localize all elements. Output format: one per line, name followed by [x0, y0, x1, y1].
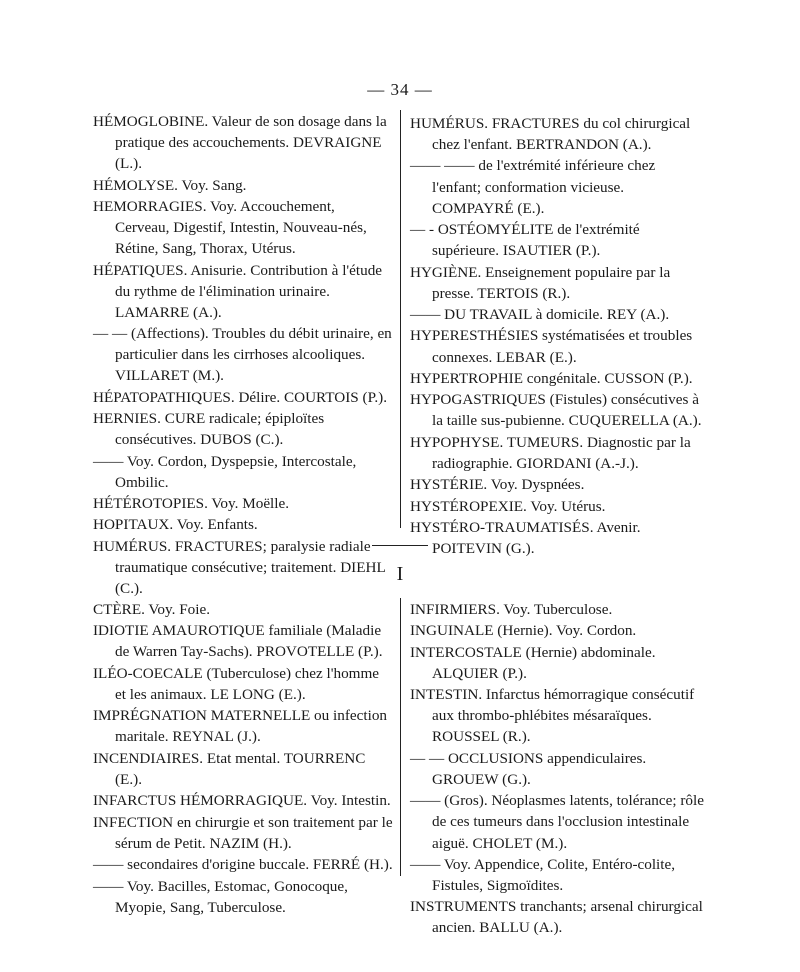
- index-entry: HÉPATIQUES. Anisurie. Contribution à l'étude du rythme de l'élimination urinaire. LAMARRE (A.).: [93, 261, 383, 321]
- index-entry: HYSTÉRIE. Voy. Dyspnées.: [410, 476, 585, 494]
- index-entry: HUMÉRUS. FRACTURES; paralysie radiale traumatique consécutive; traitement. DIEHL (C.).: [93, 537, 386, 598]
- index-entry: INFARCTUS HÉMORRAGIQUE. Voy. Intestin.: [93, 792, 391, 810]
- index-entry: INGUINALE (Hernie). Voy. Cordon.: [410, 622, 637, 640]
- index-entry: —— Voy. Bacilles, Estomac, Gonocoque, Myopie, Sang, Tuberculose.: [93, 877, 348, 916]
- index-entry: IDIOTIE AMAUROTIQUE familiale (Maladie de Warren Tay-Sachs). PROVOTELLE (P.).: [93, 622, 383, 661]
- index-entry: HÉPATOPATHIQUES. Délire. COURTOIS (P.).: [93, 388, 388, 406]
- index-entry: — — (Affections). Troubles du débit urinaire, en particulier dans les cirrhoses alcooliques. VILLARET (M.).: [93, 325, 392, 385]
- index-entry: HYSTÉROPEXIE. Voy. Utérus.: [410, 497, 606, 515]
- index-entry: HÉMOLYSE. Voy. Sang.: [93, 176, 247, 194]
- index-entry: — — OCCLUSIONS appendiculaires. GROUEW (G.).: [410, 749, 647, 788]
- index-entry: HÉTÉROTOPIES. Voy. Moëlle.: [93, 495, 290, 513]
- index-column-right-bottom: [410, 599, 707, 939]
- index-column-right-top: [410, 113, 707, 560]
- index-entry: HOPITAUX. Voy. Enfants.: [93, 516, 258, 534]
- column-divider-bottom: [400, 598, 401, 876]
- index-entry: — - OSTÉOMYÉLITE de l'extrémité supérieure. ISAUTIER (P.).: [410, 221, 640, 260]
- index-entry: HYPERESTHÉSIES systématisées et troubles connexes. LEBAR (E.).: [410, 327, 693, 366]
- index-entry: IMPRÉGNATION MATERNELLE ou infection maritale. REYNAL (J.).: [93, 707, 388, 746]
- index-entry: HUMÉRUS. FRACTURES du col chirurgical chez l'enfant. BERTRANDON (A.).: [410, 115, 691, 154]
- index-entry: INSTRUMENTS tranchants; arsenal chirurgical ancien. BALLU (A.).: [410, 898, 703, 937]
- index-entry: HYPOPHYSE. TUMEURS. Diagnostic par la radiographie. GIORDANI (A.-J.).: [410, 433, 691, 472]
- index-entry: —— —— de l'extrémité inférieure chez l'enfant; conformation vicieuse. COMPAYRÉ (E.).: [410, 157, 656, 217]
- index-entry: INTERCOSTALE (Hernie) abdominale. ALQUIER (P.).: [410, 643, 656, 682]
- page-number: — 34 —: [367, 80, 433, 99]
- index-entry: HYGIÈNE. Enseignement populaire par la presse. TERTOIS (R.).: [410, 263, 671, 302]
- index-entry: INCENDIAIRES. Etat mental. TOURRENC (E.).: [93, 749, 366, 788]
- index-entry: HYSTÉRO-TRAUMATISÉS. Avenir. POITEVIN (G.).: [410, 519, 641, 558]
- index-column-left-top: [93, 111, 393, 599]
- index-entry: —— (Gros). Néoplasmes latents, tolérance; rôle de ces tumeurs dans l'occlusion intestinale aiguë. CHOLET (M.).: [410, 792, 704, 852]
- index-entry: INFECTION en chirurgie et son traitement par le sérum de Petit. NAZIM (H.).: [93, 813, 393, 852]
- index-entry: HERNIES. CURE radicale; épiploïtes consécutives. DUBOS (C.).: [93, 410, 325, 449]
- index-entry: ILÉO-COECALE (Tuberculose) chez l'homme et les animaux. LE LONG (E.).: [93, 664, 380, 703]
- section-rule: [372, 545, 428, 546]
- index-entry: INFIRMIERS. Voy. Tuberculose.: [410, 601, 613, 618]
- section-letter: I: [396, 563, 404, 585]
- index-entry: HÉMOGLOBINE. Valeur de son dosage dans la pratique des accouchements. DEVRAIGNE (L.).: [93, 113, 387, 173]
- index-column-left-bottom: [93, 599, 393, 918]
- index-entry: —— Voy. Appendice, Colite, Entéro-colite, Fistules, Sigmoïdites.: [410, 855, 676, 894]
- index-entry: HYPOGASTRIQUES (Fistules) consécutives à la taille sus-pubienne. CUQUERELLA (A.).: [410, 391, 702, 430]
- index-entry: —— DU TRAVAIL à domicile. REY (A.).: [410, 306, 670, 324]
- index-entry: CTÈRE. Voy. Foie.: [93, 601, 211, 618]
- index-entry: —— secondaires d'origine buccale. FERRÉ (H.).: [93, 856, 393, 874]
- index-entry: —— Voy. Cordon, Dyspepsie, Intercostale, Ombilic.: [93, 452, 357, 491]
- index-entry: HYPERTROPHIE congénitale. CUSSON (P.).: [410, 369, 693, 387]
- index-entry: INTESTIN. Infarctus hémorragique consécutif aux thrombo-phlébites mésaraïques. ROUSSEL (R.).: [410, 686, 695, 746]
- column-divider-top: [400, 110, 401, 528]
- index-entry: HEMORRAGIES. Voy. Accouchement, Cerveau, Digestif, Intestin, Nouveau-nés, Rétine, Sang, Thorax, Utérus.: [93, 197, 367, 258]
